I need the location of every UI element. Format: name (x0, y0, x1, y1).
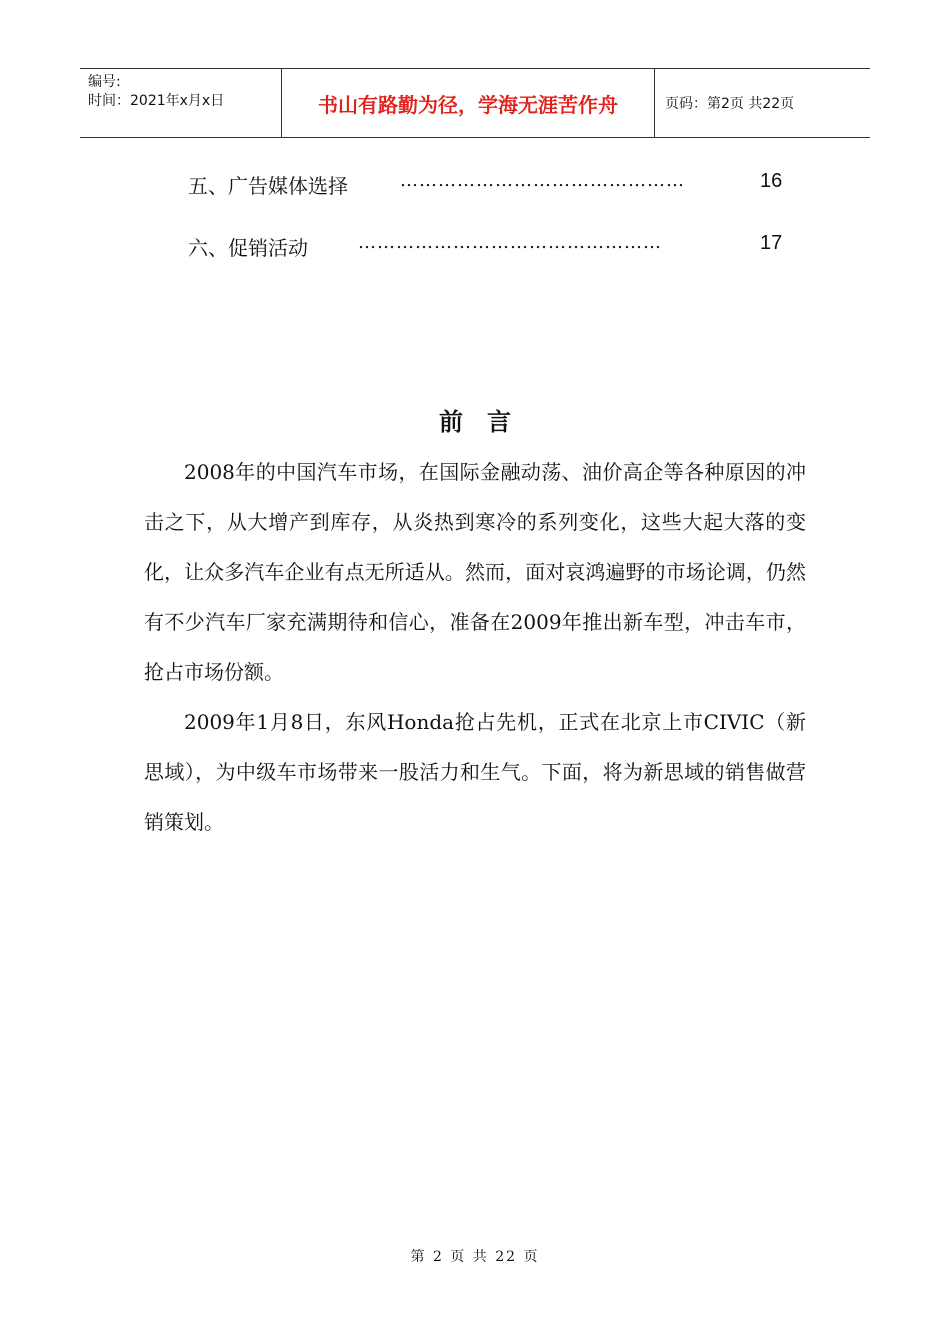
preface-title: 前言 (439, 407, 535, 436)
toc-entry-page: 16 (760, 170, 783, 192)
page-header (80, 68, 870, 138)
toc-entry-label: 六、促销活动 (188, 236, 308, 260)
preface-paragraph: 2009年1月8日，东风Honda抢占先机，正式在北京上市CIVIC（新思域），为中级车市场带来一股活力和生气。下面，将为新思域的销售做营销策划。 (144, 710, 806, 834)
date-label: 时间：2021年x月x日 (88, 93, 225, 109)
page-footer: 第 2 页 共 22 页 (410, 1249, 540, 1265)
toc-entry-page: 17 (760, 232, 783, 254)
number-label: 编号: (88, 74, 121, 90)
toc-entry-label: 五、广告媒体选择 (188, 174, 348, 198)
header-motto: 书山有路勤为径，学海无涯苦作舟 (281, 69, 655, 137)
toc-leader-dots: ………………………………………… (358, 232, 662, 253)
header-page-info: 页码：第2页 共22页 (665, 96, 795, 112)
toc-entry (188, 170, 788, 200)
toc-leader-dots: ……………………………………… (400, 170, 685, 191)
toc-entry (188, 232, 788, 262)
header-meta (80, 69, 280, 137)
preface-paragraph: 2008年的中国汽车市场，在国际金融动荡、油价高企等各种原因的冲击之下，从大增产到库存，从炎热到寒冷的系列变化，这些大起大落的变化，让众多汽车企业有点无所适从。然而，面对哀鸿遍野的市场论调，仍然有不少汽车厂家充满期待和信心，准备在2009年推出新车型，冲击车市，抢占市场份额。 (144, 460, 806, 684)
